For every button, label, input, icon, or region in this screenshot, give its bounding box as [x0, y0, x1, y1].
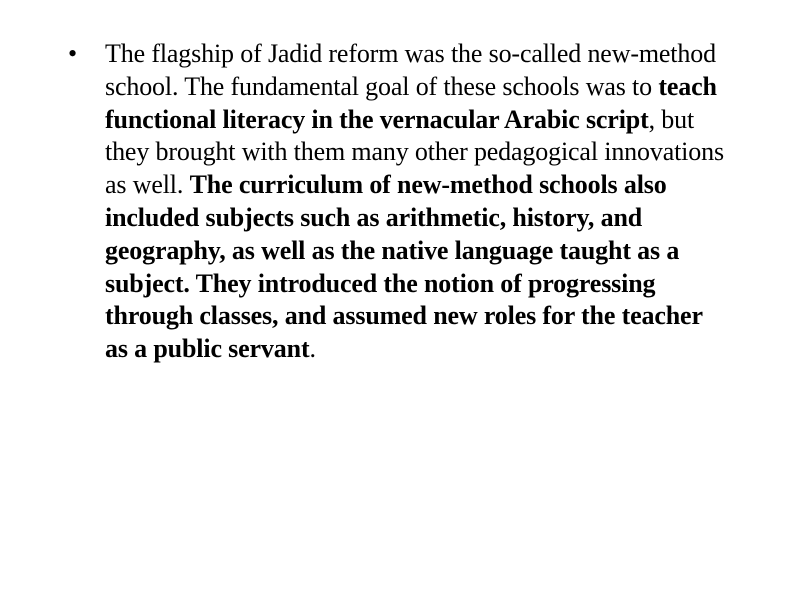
- text-segment-curriculum-emphasis: The curriculum of new-method schools also included subjects such as arithmetic, history, and geography, as well as the native language taught as a subject. They introduced the notion of progressing through classes, and assumed new roles for the teacher as a public servant: [105, 170, 703, 364]
- text-segment-period: .: [309, 334, 316, 364]
- paragraph-text: [105, 39, 724, 363]
- text-segment-literacy-emphasis: teach functional literacy in the vernacular Arabic script: [105, 71, 717, 134]
- text-segment-intro: The flagship of Jadid reform was the so-called new-method school. The fundamental goal of these schools was to: [105, 39, 716, 101]
- bullet-icon: •: [68, 39, 77, 68]
- bullet-item: [68, 38, 728, 366]
- bullet-list: [68, 38, 728, 366]
- text-segment-innovations: , but they brought with them many other pedagogical innovations as well.: [105, 104, 724, 200]
